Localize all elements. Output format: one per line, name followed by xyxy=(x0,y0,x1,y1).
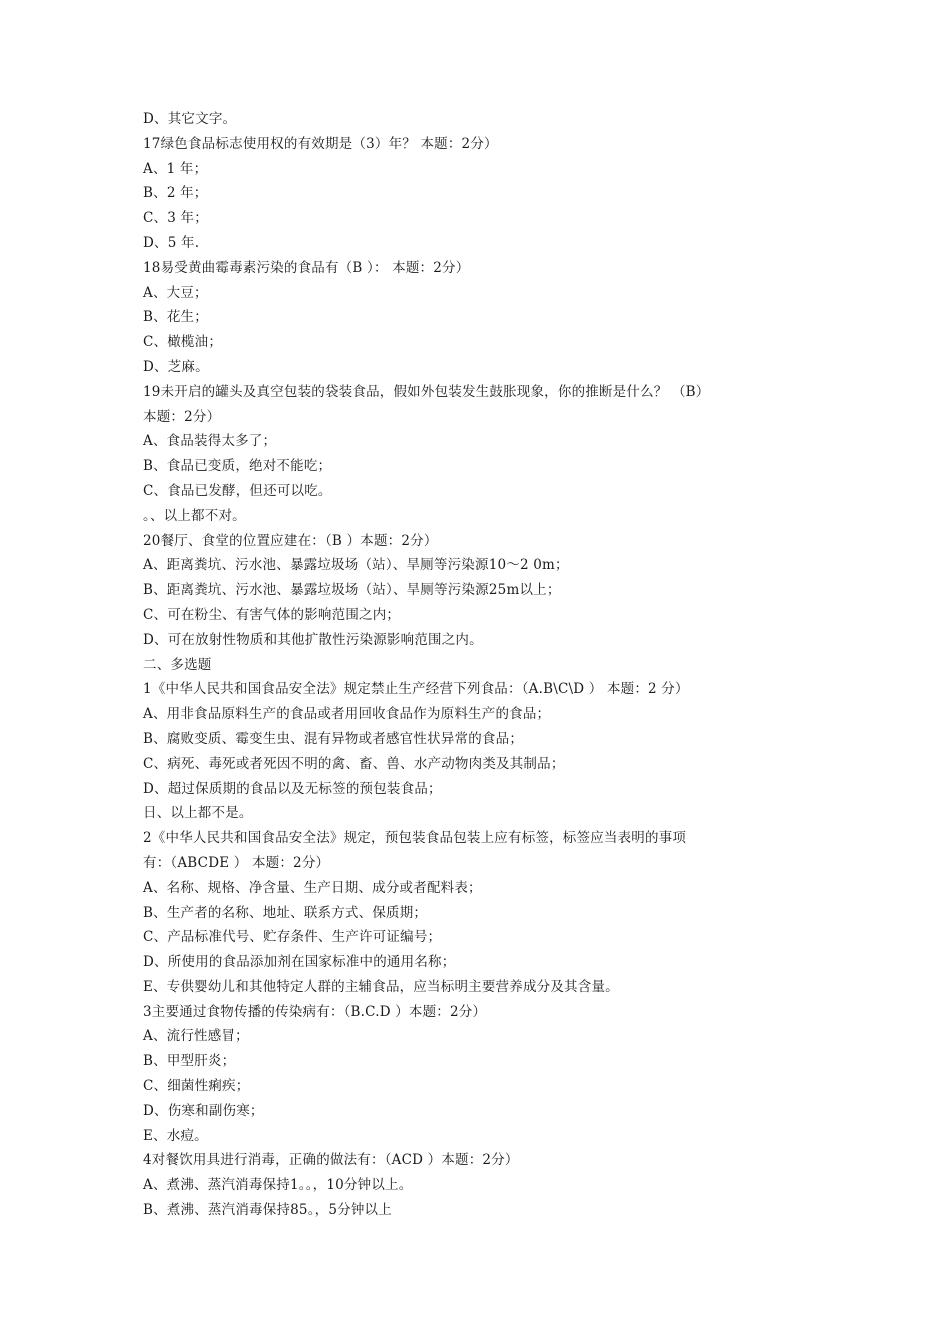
text-line: C、细菌性痢疾； xyxy=(143,1078,250,1095)
text-line: B、生产者的名称、地址、联系方式、保质期； xyxy=(143,904,428,921)
text-line: 20餐厅、食堂的位置应建在：（B ）本题：2分） xyxy=(143,532,438,549)
text-line: D、伤寒和副伤寒； xyxy=(143,1102,264,1119)
text-line: B、甲型肝炎； xyxy=(143,1053,236,1070)
text-line: C、橄榄油； xyxy=(143,334,223,351)
text-line: A、距离粪坑、污水池、暴露垃圾场（站）、旱厕等污染源10〜2 0m； xyxy=(143,557,569,574)
text-line: D、其它文字。 xyxy=(143,111,237,127)
text-line: E、水痘。 xyxy=(143,1127,208,1144)
text-line: 日、以上都不是。 xyxy=(143,805,253,822)
text-line: A、煮沸、蒸汽消毒保持1。。，10分钟以上。 xyxy=(143,1177,413,1194)
text-line: B、2 年； xyxy=(143,185,208,202)
text-line: D、芝麻。 xyxy=(143,358,209,375)
text-line: A、名称、规格、净含量、生产日期、成分或者配料表； xyxy=(143,879,482,896)
text-line: C、可在粉尘、有害气体的影响范围之内； xyxy=(143,606,401,623)
text-line: 本题：2分） xyxy=(143,408,221,425)
text-line: C、产品标准代号、贮存条件、生产许可证编号； xyxy=(143,929,442,946)
text-line: 18易受黄曲霉毒素污染的食品有（B ）： 本题：2分） xyxy=(143,259,470,276)
text-line: D、可在放射性物质和其他扩散性污染源影响范围之内。 xyxy=(143,631,483,648)
text-line: D、5 年. xyxy=(143,234,200,251)
text-line: D、超过保质期的食品以及无标签的预包装食品； xyxy=(143,780,442,797)
text-line: 二、多选题 xyxy=(143,656,212,673)
text-line: A、大豆； xyxy=(143,284,208,301)
text-line: 3主要通过食物传播的传染病有：（B.C.D ）本题：2分） xyxy=(143,1003,487,1020)
text-line: B、花生； xyxy=(143,309,208,326)
text-line: 17绿色食品标志使用权的有效期是（3）年？ 本题：2分） xyxy=(143,135,498,152)
text-line: B、食品已变质，绝对不能吃； xyxy=(143,458,332,475)
text-line: 。、以上都不对。 xyxy=(143,507,246,524)
text-line: 4对餐饮用具进行消毒，正确的做法有：（ACD ）本题：2分） xyxy=(143,1152,519,1169)
text-line: 2《中华人民共和国食品安全法》规定，预包装食品包装上应有标签，标签应当表明的事项 xyxy=(143,830,687,847)
text-line: B、腐败变质、霉变生虫、混有异物或者感官性状异常的食品； xyxy=(143,730,524,747)
text-line: E、专供婴幼儿和其他特定人群的主辅食品，应当标明主要营养成分及其含量。 xyxy=(143,978,619,995)
text-line: 有：（ABCDE ） 本题：2分） xyxy=(143,854,330,871)
text-line: C、3 年； xyxy=(143,210,208,227)
text-line: C、病死、毒死或者死因不明的禽、畜、兽、水产动物肉类及其制品； xyxy=(143,755,565,772)
text-line: A、用非食品原料生产的食品或者用回收食品作为原料生产的食品； xyxy=(143,706,551,723)
document-page xyxy=(143,107,823,1223)
text-line: A、1 年； xyxy=(143,160,208,177)
text-line: C、食品已发酵，但还可以吃。 xyxy=(143,482,332,499)
text-line: A、食品装得太多了； xyxy=(143,433,277,450)
text-line: 1《中华人民共和国食品安全法》规定禁止生产经营下列食品：（A.B\C\D ） 本题：2 分） xyxy=(143,681,689,698)
text-line: B、煮沸、蒸汽消毒保持85。，5分钟以上 xyxy=(143,1202,392,1219)
text-line: D、所使用的食品添加剂在国家标准中的通用名称； xyxy=(143,954,456,971)
text-line: B、距离粪坑、污水池、暴露垃圾场（站）、旱厕等污染源25m以上； xyxy=(143,582,561,599)
text-line: A、流行性感冒； xyxy=(143,1028,249,1045)
text-line: 19未开启的罐头及真空包装的袋装食品，假如外包装发生鼓胀现象，你的推断是什么？ （B） xyxy=(143,383,710,400)
